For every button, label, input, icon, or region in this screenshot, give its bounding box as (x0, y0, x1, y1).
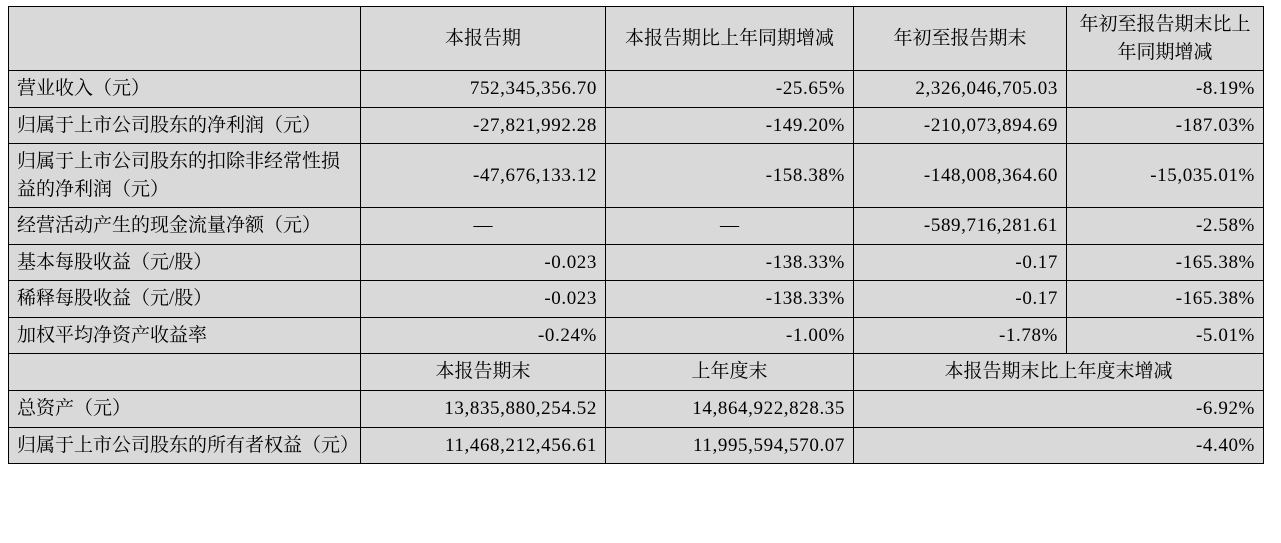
cell-net-profit-ytd-yoy: -187.03% (1067, 107, 1264, 144)
header-current-period-yoy: 本报告期比上年同期增减 (606, 7, 854, 71)
subheader-blank (9, 354, 361, 391)
financial-summary-table (8, 6, 1264, 464)
row-label-revenue: 营业收入（元） (9, 71, 361, 108)
table-row (9, 244, 1264, 281)
header-blank (9, 7, 361, 71)
subheader-period-end: 本报告期末 (361, 354, 606, 391)
subheader-change: 本报告期末比上年度末增减 (854, 354, 1264, 391)
cell-operating-cashflow-ytd-yoy: -2.58% (1067, 208, 1264, 245)
header-ytd-yoy: 年初至报告期末比上年同期增减 (1067, 7, 1264, 71)
table-row (9, 317, 1264, 354)
cell-net-profit-excl-ytd: -148,008,364.60 (854, 144, 1067, 208)
cell-net-profit-current: -27,821,992.28 (361, 107, 606, 144)
row-label-total-assets: 总资产（元） (9, 391, 361, 428)
cell-operating-cashflow-ytd: -589,716,281.61 (854, 208, 1067, 245)
table-header-row (9, 7, 1264, 71)
cell-basic-eps-current: -0.023 (361, 244, 606, 281)
cell-equity-change: -4.40% (854, 427, 1264, 464)
row-label-operating-cashflow: 经营活动产生的现金流量净额（元） (9, 208, 361, 245)
row-label-net-profit-excl: 归属于上市公司股东的扣除非经常性损益的净利润（元） (9, 144, 361, 208)
cell-diluted-eps-ytd: -0.17 (854, 281, 1067, 318)
cell-basic-eps-ytd-yoy: -165.38% (1067, 244, 1264, 281)
cell-revenue-ytd: 2,326,046,705.03 (854, 71, 1067, 108)
cell-net-profit-excl-current: -47,676,133.12 (361, 144, 606, 208)
cell-equity-prior-year-end: 11,995,594,570.07 (606, 427, 854, 464)
table-row (9, 71, 1264, 108)
header-current-period: 本报告期 (361, 7, 606, 71)
cell-revenue-ytd-yoy: -8.19% (1067, 71, 1264, 108)
cell-net-profit-excl-current-yoy: -158.38% (606, 144, 854, 208)
cell-roe-ytd-yoy: -5.01% (1067, 317, 1264, 354)
table-row (9, 281, 1264, 318)
cell-operating-cashflow-current-yoy: — (606, 208, 854, 245)
cell-net-profit-current-yoy: -149.20% (606, 107, 854, 144)
cell-revenue-current: 752,345,356.70 (361, 71, 606, 108)
cell-equity-period-end: 11,468,212,456.61 (361, 427, 606, 464)
cell-net-profit-ytd: -210,073,894.69 (854, 107, 1067, 144)
subheader-prior-year-end: 上年度末 (606, 354, 854, 391)
cell-roe-current-yoy: -1.00% (606, 317, 854, 354)
cell-diluted-eps-ytd-yoy: -165.38% (1067, 281, 1264, 318)
header-ytd: 年初至报告期末 (854, 7, 1067, 71)
cell-roe-current: -0.24% (361, 317, 606, 354)
table-row (9, 427, 1264, 464)
table-row (9, 391, 1264, 428)
row-label-basic-eps: 基本每股收益（元/股） (9, 244, 361, 281)
cell-basic-eps-ytd: -0.17 (854, 244, 1067, 281)
cell-net-profit-excl-ytd-yoy: -15,035.01% (1067, 144, 1264, 208)
cell-operating-cashflow-current: — (361, 208, 606, 245)
cell-diluted-eps-current: -0.023 (361, 281, 606, 318)
cell-roe-ytd: -1.78% (854, 317, 1067, 354)
cell-diluted-eps-current-yoy: -138.33% (606, 281, 854, 318)
table-row (9, 107, 1264, 144)
row-label-diluted-eps: 稀释每股收益（元/股） (9, 281, 361, 318)
row-label-net-profit: 归属于上市公司股东的净利润（元） (9, 107, 361, 144)
cell-revenue-current-yoy: -25.65% (606, 71, 854, 108)
row-label-roe: 加权平均净资产收益率 (9, 317, 361, 354)
table-subheader-row (9, 354, 1264, 391)
row-label-equity: 归属于上市公司股东的所有者权益（元） (9, 427, 361, 464)
cell-total-assets-prior-year-end: 14,864,922,828.35 (606, 391, 854, 428)
cell-basic-eps-current-yoy: -138.33% (606, 244, 854, 281)
cell-total-assets-period-end: 13,835,880,254.52 (361, 391, 606, 428)
cell-total-assets-change: -6.92% (854, 391, 1264, 428)
table-row (9, 144, 1264, 208)
table-row (9, 208, 1264, 245)
